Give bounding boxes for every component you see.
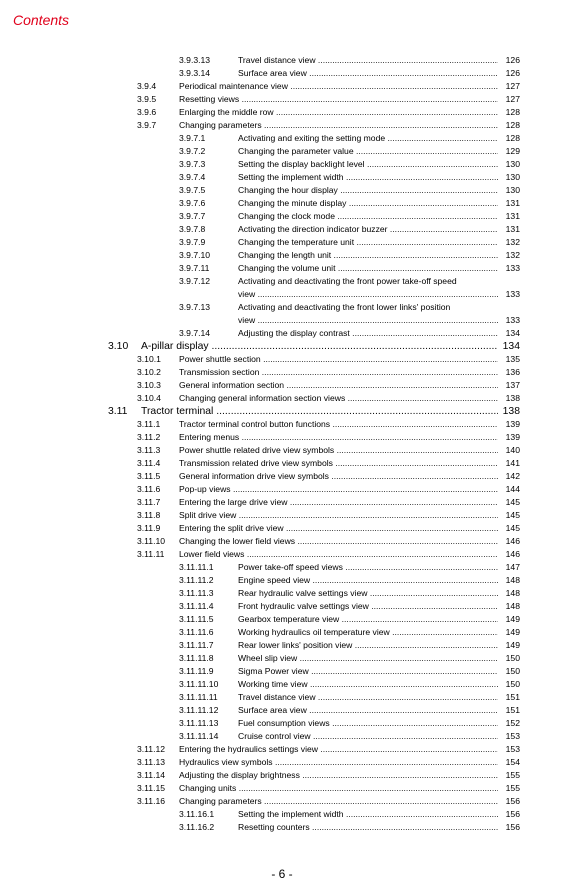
- toc-entry-page: 151: [505, 692, 520, 702]
- toc-entry-page: 137: [505, 380, 520, 390]
- toc-entry[interactable]: [0, 691, 564, 704]
- toc-entry-title: Resetting views .....: [179, 94, 498, 104]
- toc-entry[interactable]: [0, 210, 564, 223]
- toc-entry[interactable]: [0, 535, 564, 548]
- toc-entry-page: 156: [505, 796, 520, 806]
- toc-entry-number: 3.11.11.9: [179, 666, 214, 676]
- toc-entry-title: Gearbox temperature view .....: [238, 614, 498, 624]
- toc-entry-number: 3.11.11.3: [179, 588, 214, 598]
- toc-entry[interactable]: [0, 275, 564, 301]
- toc-entry-page: 148: [505, 575, 520, 585]
- toc-entry-title: Entering the split drive view .....: [179, 523, 498, 533]
- toc-entry-page: 145: [505, 497, 520, 507]
- toc-entry-page: 138: [502, 406, 520, 417]
- toc-entry-title: Changing the volume unit .....: [238, 263, 498, 273]
- toc-entry-title: Working hydraulics oil temperature view .....: [238, 627, 498, 637]
- toc-entry-page: 142: [505, 471, 520, 481]
- page-number: - 6 -: [271, 867, 293, 881]
- toc-entry[interactable]: [0, 548, 564, 561]
- toc-entry[interactable]: [0, 184, 564, 197]
- toc-entry-page: 133: [505, 263, 520, 273]
- toc-entry-title: Periodical maintenance view .....: [179, 81, 498, 91]
- toc-entry-number: 3.9.3.13: [179, 55, 211, 65]
- toc-entry-page: 153: [505, 731, 520, 741]
- toc-entry[interactable]: [0, 600, 564, 613]
- toc-entry[interactable]: [0, 223, 564, 236]
- toc-entry-title: Changing the clock mode .....: [238, 211, 498, 221]
- toc-entry-page: 150: [505, 653, 520, 663]
- toc-entry[interactable]: [0, 80, 564, 93]
- toc-entry[interactable]: [0, 67, 564, 80]
- toc-entry-number: 3.11.1: [137, 419, 161, 429]
- toc-entry-number: 3.9.7.2: [179, 146, 206, 156]
- toc-entry-number: 3.11.11.5: [179, 614, 214, 624]
- toc-entry[interactable]: [0, 704, 564, 717]
- toc-entry-page: 145: [505, 510, 520, 520]
- toc-entry-page: 146: [505, 549, 520, 559]
- toc-entry[interactable]: [0, 769, 564, 782]
- toc-entry-page: 133: [505, 315, 520, 325]
- toc-entry-page: 151: [505, 705, 520, 715]
- toc-entry-number: 3.10.3: [137, 380, 161, 390]
- toc-entry-number: 3.11.11: [137, 549, 165, 559]
- toc-entry[interactable]: [0, 236, 564, 249]
- toc-entry-title: Rear hydraulic valve settings view .....: [238, 588, 498, 598]
- toc-entry-number: 3.9.5: [137, 94, 157, 104]
- toc-entry-page: 131: [505, 224, 520, 234]
- toc-entry-number: 3.11.3: [137, 445, 161, 455]
- toc-entry-title: General information drive view symbols .....: [179, 471, 498, 481]
- toc-entry-page: 139: [505, 419, 520, 429]
- toc-entry[interactable]: [0, 418, 564, 431]
- toc-entry-title: Activating the direction indicator buzzer .....: [238, 224, 498, 234]
- toc-entry-title: Engine speed view .....: [238, 575, 498, 585]
- toc-entry-number: 3.11.11.10: [179, 679, 219, 689]
- toc-entry-title: Transmission related drive view symbols .....: [179, 458, 498, 468]
- toc-entry-title: Transmission section .....: [179, 367, 498, 377]
- toc-entry-number: 3.9.6: [137, 107, 157, 117]
- toc-entry[interactable]: [0, 366, 564, 379]
- toc-entry-title: Fuel consumption views .....: [238, 718, 498, 728]
- toc-entry-number: 3.11.6: [137, 484, 161, 494]
- toc-entry-page: 153: [505, 744, 520, 754]
- toc-entry-number: 3.11.7: [137, 497, 161, 507]
- toc-entry-number: 3.11.14: [137, 770, 166, 780]
- toc-entry-page: 134: [502, 341, 520, 352]
- toc-entry-title: Tractor terminal .....: [141, 406, 498, 417]
- toc-entry-number: 3.11.15: [137, 783, 166, 793]
- toc-entry-number: 3.11.11.11: [179, 692, 218, 702]
- toc-entry[interactable]: [0, 379, 564, 392]
- toc-entry-title: A-pillar display .....: [141, 341, 498, 352]
- toc-entry-title: Changing units .....: [179, 783, 498, 793]
- toc-entry-number: 3.11.11.1: [179, 562, 214, 572]
- toc-entry-title: Changing the parameter value .....: [238, 146, 498, 156]
- toc-entry-number: 3.11.11.12: [179, 705, 219, 715]
- toc-entry[interactable]: [0, 730, 564, 743]
- toc-entry[interactable]: [0, 717, 564, 730]
- toc-entry-number: 3.11.16.1: [179, 809, 215, 819]
- toc-entry-page: 128: [505, 120, 520, 130]
- toc-entry-page: 129: [505, 146, 520, 156]
- toc-entry-page: 132: [505, 250, 520, 260]
- toc-entry-page: 148: [505, 601, 520, 611]
- toc-entry-page: 136: [505, 367, 520, 377]
- toc-entry-title: Setting the implement width .....: [238, 172, 498, 182]
- toc-entry-number: 3.9.7.4: [179, 172, 206, 182]
- toc-entry-page: 155: [505, 770, 520, 780]
- toc-entry-number: 3.11.16.2: [179, 822, 215, 832]
- toc-entry-page: 126: [505, 68, 520, 78]
- toc-entry-page: 132: [505, 237, 520, 247]
- toc-entry-title: Power shuttle section .....: [179, 354, 498, 364]
- toc-entry-title: Travel distance view .....: [238, 692, 498, 702]
- toc-entry-page: 149: [505, 640, 520, 650]
- toc-entry[interactable]: [0, 327, 564, 340]
- toc-entry-number: 3.11.13: [137, 757, 166, 767]
- toc-entry[interactable]: [0, 93, 564, 106]
- toc-entry-title: Working time view .....: [238, 679, 498, 689]
- toc-entry-title: Split drive view .....: [179, 510, 498, 520]
- toc-entry-page: 147: [505, 562, 520, 572]
- toc-entry-number: 3.9.7: [137, 120, 157, 130]
- toc-entry-title: Setting the display backlight level .....: [238, 159, 498, 169]
- toc-entry-number: 3.9.7.1: [179, 133, 206, 143]
- toc-entry[interactable]: [0, 652, 564, 665]
- toc-entry-title: Changing general information section views .....: [179, 393, 498, 403]
- toc-entry-number: 3.11.12: [137, 744, 166, 754]
- toc-entry-page: 131: [505, 198, 520, 208]
- toc-entry-title: Power take-off speed views .....: [238, 562, 498, 572]
- toc-entry[interactable]: [0, 262, 564, 275]
- toc-entry-number: 3.9.7.8: [179, 224, 206, 234]
- toc-entry-page: 128: [505, 107, 520, 117]
- toc-entry-title: Resetting counters .....: [238, 822, 498, 832]
- toc-entry[interactable]: [0, 301, 564, 327]
- toc-entry[interactable]: [0, 665, 564, 678]
- toc-entry-title: Activating and deactivating the front lower links' position: [238, 302, 451, 312]
- toc-entry-page: 130: [505, 185, 520, 195]
- toc-entry-number: 3.9.7.7: [179, 211, 206, 221]
- toc-entry[interactable]: [0, 470, 564, 483]
- toc-entry-number: 3.11.2: [137, 432, 161, 442]
- toc-entry-number: 3.11.11.7: [179, 640, 214, 650]
- toc-entry-page: 145: [505, 523, 520, 533]
- toc-entry-number: 3.9.7.3: [179, 159, 206, 169]
- toc-entry-number: 3.10: [108, 341, 129, 352]
- toc-entry-number: 3.9.7.10: [179, 250, 211, 260]
- page-title: Contents: [13, 12, 70, 28]
- toc-entry-title: Enlarging the middle row .....: [179, 107, 498, 117]
- toc-entry-title: Adjusting the display contrast .....: [238, 328, 498, 338]
- toc-entry-number: 3.11.11.6: [179, 627, 214, 637]
- toc-entry-page: 127: [505, 94, 520, 104]
- table-of-contents: [0, 54, 564, 834]
- toc-entry-page: 138: [505, 393, 520, 403]
- toc-entry-page: 139: [505, 432, 520, 442]
- toc-entry-number: 3.11: [108, 406, 128, 417]
- toc-entry-title: Entering the hydraulics settings view .....: [179, 744, 498, 754]
- toc-entry-page: 131: [505, 211, 520, 221]
- toc-entry-page: 144: [505, 484, 520, 494]
- toc-entry-page: 154: [505, 757, 520, 767]
- toc-entry[interactable]: [0, 496, 564, 509]
- toc-entry[interactable]: [0, 171, 564, 184]
- toc-entry-page: 134: [505, 328, 520, 338]
- toc-entry[interactable]: [0, 795, 564, 808]
- toc-entry-page: 152: [505, 718, 520, 728]
- toc-entry[interactable]: [0, 756, 564, 769]
- toc-entry-title: General information section .....: [179, 380, 498, 390]
- toc-entry-title: Power shuttle related drive view symbols .....: [179, 445, 498, 455]
- toc-entry[interactable]: [0, 119, 564, 132]
- toc-entry-title: Changing parameters .....: [179, 796, 498, 806]
- toc-entry[interactable]: [0, 561, 564, 574]
- toc-entry[interactable]: [0, 431, 564, 444]
- toc-entry-title: Activating and deactivating the front power take-off speed: [238, 276, 457, 286]
- toc-entry[interactable]: [0, 106, 564, 119]
- toc-entry-number: 3.9.7.11: [179, 263, 210, 273]
- toc-entry-number: 3.11.11.8: [179, 653, 214, 663]
- toc-entry-title: Front hydraulic valve settings view .....: [238, 601, 498, 611]
- toc-entry[interactable]: [0, 457, 564, 470]
- toc-entry[interactable]: [0, 639, 564, 652]
- toc-entry-title-continued: view .....: [238, 289, 498, 299]
- toc-entry-title: Rear lower links' position view .....: [238, 640, 498, 650]
- toc-entry-page: 146: [505, 536, 520, 546]
- toc-entry-title: Changing the temperature unit .....: [238, 237, 498, 247]
- toc-entry-number: 3.10.2: [137, 367, 161, 377]
- toc-entry-number: 3.9.7.5: [179, 185, 206, 195]
- toc-entry-title: Adjusting the display brightness .....: [179, 770, 498, 780]
- toc-entry[interactable]: [0, 145, 564, 158]
- toc-entry[interactable]: [0, 483, 564, 496]
- toc-entry[interactable]: [0, 54, 564, 67]
- toc-entry-title: Changing the minute display .....: [238, 198, 498, 208]
- toc-entry[interactable]: [0, 509, 564, 522]
- toc-entry[interactable]: [0, 782, 564, 795]
- toc-entry-number: 3.9.3.14: [179, 68, 211, 78]
- toc-entry-number: 3.11.4: [137, 458, 161, 468]
- toc-entry-page: 140: [505, 445, 520, 455]
- toc-entry[interactable]: [0, 574, 564, 587]
- toc-entry[interactable]: [0, 678, 564, 691]
- toc-entry-page: 155: [505, 783, 520, 793]
- toc-entry-page: 149: [505, 627, 520, 637]
- toc-entry[interactable]: [0, 808, 564, 821]
- toc-entry-number: 3.9.7.13: [179, 302, 211, 312]
- toc-entry-title: Changing the lower field views .....: [179, 536, 498, 546]
- toc-entry[interactable]: [0, 444, 564, 457]
- toc-entry-number: 3.11.11.4: [179, 601, 214, 611]
- toc-entry-page: 156: [505, 822, 520, 832]
- toc-entry-number: 3.9.7.9: [179, 237, 206, 247]
- toc-entry-page: 127: [505, 81, 520, 91]
- toc-entry-number: 3.9.4: [137, 81, 157, 91]
- toc-entry-number: 3.11.5: [137, 471, 161, 481]
- toc-entry-title: Travel distance view .....: [238, 55, 498, 65]
- toc-entry-number: 3.11.8: [137, 510, 161, 520]
- toc-entry[interactable]: [0, 132, 564, 145]
- toc-entry[interactable]: [0, 613, 564, 626]
- toc-entry-number: 3.10.4: [137, 393, 161, 403]
- toc-entry-title: Entering menus .....: [179, 432, 498, 442]
- toc-entry-number: 3.9.7.6: [179, 198, 206, 208]
- toc-entry-title: Hydraulics view symbols .....: [179, 757, 498, 767]
- toc-entry[interactable]: [0, 392, 564, 405]
- toc-entry[interactable]: [0, 743, 564, 756]
- toc-entry-title: Tractor terminal control button functions .....: [179, 419, 498, 429]
- toc-entry[interactable]: [0, 353, 564, 366]
- toc-entry[interactable]: [0, 197, 564, 210]
- toc-entry-number: 3.11.11.13: [179, 718, 219, 728]
- toc-entry-number: 3.9.7.14: [179, 328, 211, 338]
- toc-entry-page: 126: [505, 55, 520, 65]
- toc-entry-title: Wheel slip view .....: [238, 653, 498, 663]
- toc-entry-number: 3.10.1: [137, 354, 161, 364]
- toc-entry[interactable]: [0, 522, 564, 535]
- toc-entry-number: 3.9.7.12: [179, 276, 211, 286]
- toc-entry-number: 3.11.11.14: [179, 731, 219, 741]
- toc-entry-title: Changing the hour display .....: [238, 185, 498, 195]
- toc-entry-title: Setting the implement width .....: [238, 809, 498, 819]
- toc-entry-title: Changing the length unit .....: [238, 250, 498, 260]
- toc-entry-page: 149: [505, 614, 520, 624]
- toc-entry-page: 141: [505, 458, 520, 468]
- toc-entry-page: 150: [505, 666, 520, 676]
- toc-entry-page: 128: [505, 133, 520, 143]
- toc-entry-title: Cruise control view .....: [238, 731, 498, 741]
- toc-entry[interactable]: [0, 405, 564, 418]
- toc-entry-page: 135: [505, 354, 520, 364]
- toc-entry-title: Sigma Power view .....: [238, 666, 498, 676]
- toc-entry-page: 130: [505, 159, 520, 169]
- toc-entry-title: Activating and exiting the setting mode .....: [238, 133, 498, 143]
- toc-entry-number: 3.11.16: [137, 796, 166, 806]
- toc-entry[interactable]: [0, 587, 564, 600]
- toc-entry-page: 156: [505, 809, 520, 819]
- toc-entry-page: 133: [505, 289, 520, 299]
- toc-entry-page: 148: [505, 588, 520, 598]
- toc-entry-title: Lower field views .....: [179, 549, 498, 559]
- toc-entry[interactable]: [0, 821, 564, 834]
- toc-entry[interactable]: [0, 158, 564, 171]
- toc-entry[interactable]: [0, 340, 564, 353]
- toc-entry[interactable]: [0, 249, 564, 262]
- toc-entry[interactable]: [0, 626, 564, 639]
- toc-entry-number: 3.11.11.2: [179, 575, 214, 585]
- toc-entry-title: Changing parameters .....: [179, 120, 498, 130]
- toc-entry-page: 150: [505, 679, 520, 689]
- toc-entry-title: Surface area view .....: [238, 705, 498, 715]
- toc-entry-title: Pop-up views .....: [179, 484, 498, 494]
- toc-entry-number: 3.11.10: [137, 536, 166, 546]
- toc-entry-title: Entering the large drive view .....: [179, 497, 498, 507]
- toc-entry-number: 3.11.9: [137, 523, 161, 533]
- toc-entry-title: Surface area view .....: [238, 68, 498, 78]
- toc-entry-title-continued: view .....: [238, 315, 498, 325]
- toc-entry-page: 130: [505, 172, 520, 182]
